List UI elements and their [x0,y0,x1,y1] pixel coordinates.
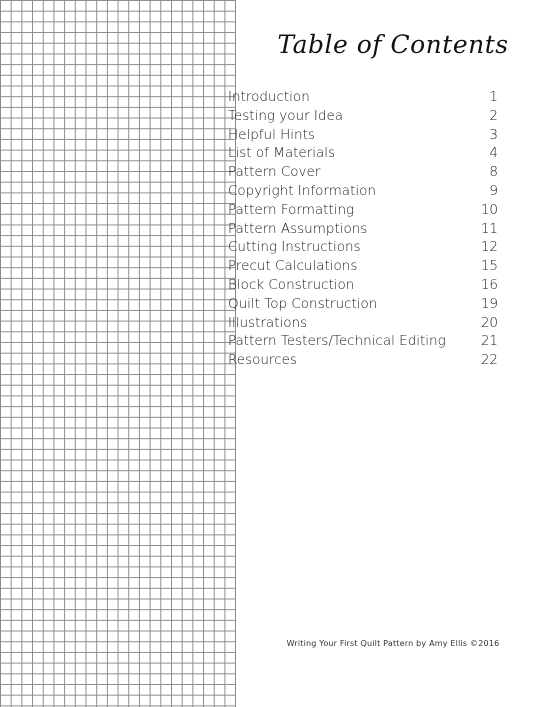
page-footer: Writing Your First Quilt Pattern by Amy Ellis ©2016 [286,639,500,648]
toc-entry-label: Pattern Assumptions [228,220,368,237]
toc-entry[interactable] [228,295,498,314]
toc-entry-page: 10 [480,201,498,218]
toc-entry-page: 11 [480,220,498,237]
toc-entry-page: 2 [489,107,498,124]
page-title: Table of Contents [277,30,509,59]
toc-entry-page: 19 [480,295,498,312]
toc-entry[interactable] [228,332,498,351]
toc-entry-label: Introduction [228,89,310,105]
toc-entry-label: Testing your Idea [228,107,344,124]
toc-entry-label: Pattern Cover [228,164,321,181]
toc-entry[interactable] [228,351,498,370]
toc-entry-page: 8 [489,164,498,181]
toc-entry[interactable] [228,88,498,107]
toc-entry-page: 20 [480,314,498,331]
toc-entry-label: Helpful Hints [228,126,315,143]
toc-entry-page: 15 [480,258,498,275]
toc-entry-label: Resources [228,352,297,369]
toc-entry-page: 1 [489,89,498,105]
graph-paper-panel [0,0,236,707]
toc-entry[interactable] [228,220,498,239]
table-of-contents [228,88,498,370]
toc-entry-label: Precut Calculations [228,258,358,275]
toc-entry-page: 3 [489,126,498,143]
toc-entry-page: 9 [489,182,498,199]
toc-entry-page: 16 [480,276,498,293]
toc-entry[interactable] [228,238,498,257]
toc-entry-page: 12 [480,239,498,256]
toc-entry-page: 21 [480,333,498,350]
toc-entry-label: Cutting Instructions [228,239,361,256]
toc-entry-label: List of Materials [228,145,336,162]
toc-entry[interactable] [228,144,498,163]
toc-entry-label: Pattern Testers/Technical Editing [228,333,446,350]
toc-entry-page: 22 [480,352,498,369]
toc-entry-page: 4 [489,145,498,162]
toc-entry[interactable] [228,201,498,220]
toc-entry[interactable] [228,107,498,126]
toc-entry[interactable] [228,257,498,276]
toc-entry-label: Copyright Information [228,182,376,199]
toc-entry[interactable] [228,314,498,333]
toc-entry[interactable] [228,126,498,145]
toc-entry[interactable] [228,276,498,295]
toc-entry[interactable] [228,163,498,182]
toc-entry-label: Pattern Formatting [228,201,355,218]
toc-entry-label: Quilt Top Construction [228,295,378,312]
toc-entry-label: Illustrations [228,314,308,331]
toc-entry[interactable] [228,182,498,201]
toc-entry-label: Block Construction [228,276,355,293]
